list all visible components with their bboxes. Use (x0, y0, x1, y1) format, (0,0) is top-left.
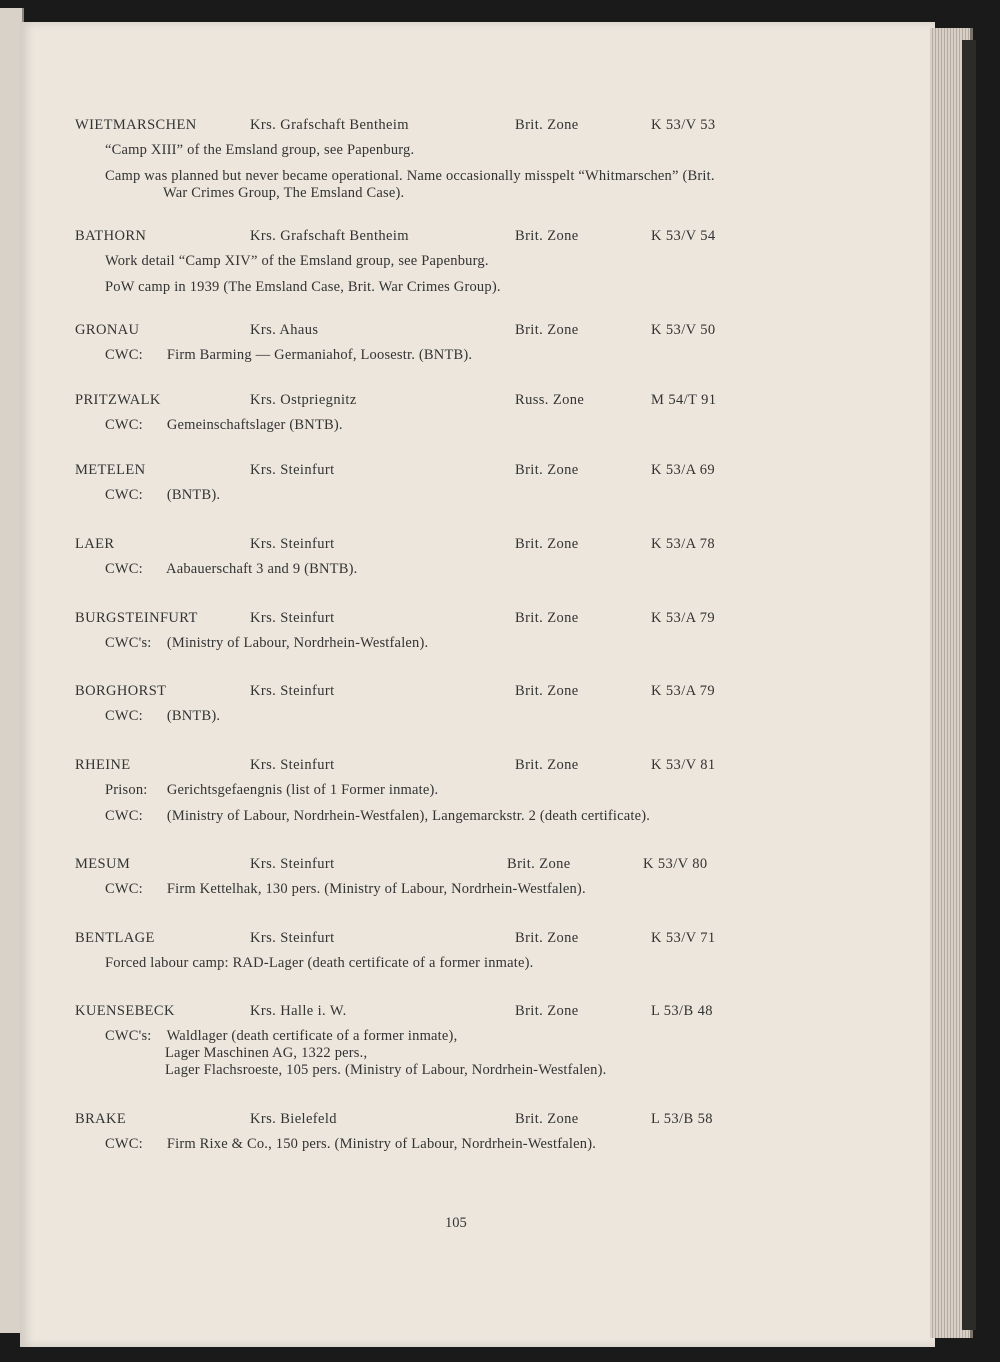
entry-label: CWC: (105, 881, 143, 897)
district: Krs. Bielefeld (250, 1111, 337, 1127)
book-cover-edge (962, 40, 976, 1330)
entry-text: Firm Kettelhak, 130 pers. (Ministry of Labour, Nordrhein-Westfalen). (166, 881, 586, 897)
place-name: LAER (75, 536, 115, 552)
entry-metelen (75, 462, 835, 504)
district: Krs. Ostpriegnitz (250, 392, 357, 408)
district: Krs. Ahaus (250, 322, 319, 338)
district: Krs. Grafschaft Bentheim (250, 117, 409, 133)
entry-pritzwalk (75, 392, 835, 434)
zone: Brit. Zone (515, 462, 579, 478)
grid-ref: K 53/V 54 (651, 228, 716, 244)
place-name: BENTLAGE (75, 930, 155, 946)
zone: Brit. Zone (515, 757, 579, 773)
entry-label: CWC: (105, 561, 143, 577)
zone: Brit. Zone (515, 1003, 579, 1019)
place-name: WIETMARSCHEN (75, 117, 197, 133)
place-name: BATHORN (75, 228, 147, 244)
zone: Brit. Zone (515, 322, 579, 338)
grid-ref: K 53/V 53 (651, 117, 716, 133)
place-name: BORGHORST (75, 683, 167, 699)
district: Krs. Grafschaft Bentheim (250, 228, 409, 244)
place-name: RHEINE (75, 757, 131, 773)
zone: Brit. Zone (515, 930, 579, 946)
entry-text: Firm Barming — Germaniahof, Loosestr. (BNTB). (166, 347, 473, 363)
entry-text: (Ministry of Labour, Nordrhein-Westfalen). (166, 635, 429, 651)
entry-text: Waldlager (death certificate of a former inmate), (166, 1028, 458, 1044)
entry-laer (75, 536, 835, 578)
entry-gronau (75, 322, 835, 364)
place-name: METELEN (75, 462, 146, 478)
grid-ref: M 54/T 91 (651, 392, 717, 408)
place-name: GRONAU (75, 322, 140, 338)
note-line: Work detail “Camp XIV” of the Emsland group, see Papenburg. (105, 253, 489, 269)
place-name: MESUM (75, 856, 131, 872)
zone: Brit. Zone (515, 610, 579, 626)
note-line: PoW camp in 1939 (The Emsland Case, Brit. War Crimes Group). (105, 279, 501, 295)
entry-kuensebeck (75, 1003, 835, 1079)
note-line: War Crimes Group, The Emsland Case). (163, 185, 405, 201)
note-line: Camp was planned but never became operational. Name occasionally misspelt “Whitmarschen” (Brit. (105, 168, 715, 184)
entry-label: CWC: (105, 808, 143, 824)
district: Krs. Steinfurt (250, 462, 335, 478)
entry-label: CWC: (105, 487, 143, 503)
entry-bentlage (75, 930, 835, 972)
grid-ref: K 53/A 78 (651, 536, 716, 552)
entry-borghorst (75, 683, 835, 725)
entry-text: Gerichtsgefaengnis (list of 1 Former inmate). (166, 782, 439, 798)
grid-ref: L 53/B 58 (651, 1111, 713, 1127)
place-name: KUENSEBECK (75, 1003, 175, 1019)
entry-label: CWC's: (105, 635, 152, 651)
entry-label: CWC: (105, 347, 143, 363)
entry-label: Prison: (105, 782, 148, 798)
zone: Brit. Zone (507, 856, 571, 872)
page-number: 105 (445, 1215, 467, 1231)
zone: Brit. Zone (515, 683, 579, 699)
entry-text: Gemeinschaftslager (BNTB). (166, 417, 343, 433)
district: Krs. Steinfurt (250, 610, 335, 626)
grid-ref: K 53/A 79 (651, 683, 716, 699)
entry-wietmarschen (75, 117, 835, 202)
grid-ref: K 53/V 80 (643, 856, 708, 872)
entry-text: Firm Rixe & Co., 150 pers. (Ministry of Labour, Nordrhein-Westfalen). (166, 1136, 597, 1152)
entry-text: (BNTB). (166, 708, 221, 724)
entry-rheine (75, 757, 835, 825)
grid-ref: L 53/B 48 (651, 1003, 713, 1019)
district: Krs. Steinfurt (250, 683, 335, 699)
place-name: PRITZWALK (75, 392, 161, 408)
entry-text-cont: Lager Flachsroeste, 105 pers. (Ministry of Labour, Nordrhein-Westfalen). (165, 1062, 607, 1078)
place-name: BURGSTEINFURT (75, 610, 198, 626)
entry-burgsteinfurt (75, 610, 835, 652)
district: Krs. Halle i. W. (250, 1003, 347, 1019)
district: Krs. Steinfurt (250, 757, 335, 773)
district: Krs. Steinfurt (250, 536, 335, 552)
entry-text: Aabauerschaft 3 and 9 (BNTB). (166, 561, 358, 577)
entry-label: Forced labour camp: (105, 955, 229, 971)
place-name: BRAKE (75, 1111, 127, 1127)
district: Krs. Steinfurt (250, 856, 335, 872)
zone: Russ. Zone (515, 392, 585, 408)
entry-label: CWC: (105, 417, 143, 433)
grid-ref: K 53/V 81 (651, 757, 716, 773)
entry-label: CWC: (105, 708, 143, 724)
district: Krs. Steinfurt (250, 930, 335, 946)
entry-text: (Ministry of Labour, Nordrhein-Westfalen), Langemarckstr. 2 (death certificate). (166, 808, 651, 824)
entry-mesum (75, 856, 835, 898)
entry-text: RAD-Lager (death certificate of a former inmate). (232, 955, 534, 971)
grid-ref: K 53/V 50 (651, 322, 716, 338)
grid-ref: K 53/A 69 (651, 462, 716, 478)
entry-brake (75, 1111, 835, 1153)
zone: Brit. Zone (515, 1111, 579, 1127)
note-line: “Camp XIII” of the Emsland group, see Papenburg. (105, 142, 415, 158)
zone: Brit. Zone (515, 228, 579, 244)
grid-ref: K 53/A 79 (651, 610, 716, 626)
entry-bathorn (75, 228, 835, 296)
zone: Brit. Zone (515, 117, 579, 133)
grid-ref: K 53/V 71 (651, 930, 716, 946)
entry-label: CWC: (105, 1136, 143, 1152)
entry-label: CWC's: (105, 1028, 152, 1044)
entry-text: (BNTB). (166, 487, 221, 503)
zone: Brit. Zone (515, 536, 579, 552)
entry-text-cont: Lager Maschinen AG, 1322 pers., (165, 1045, 368, 1061)
